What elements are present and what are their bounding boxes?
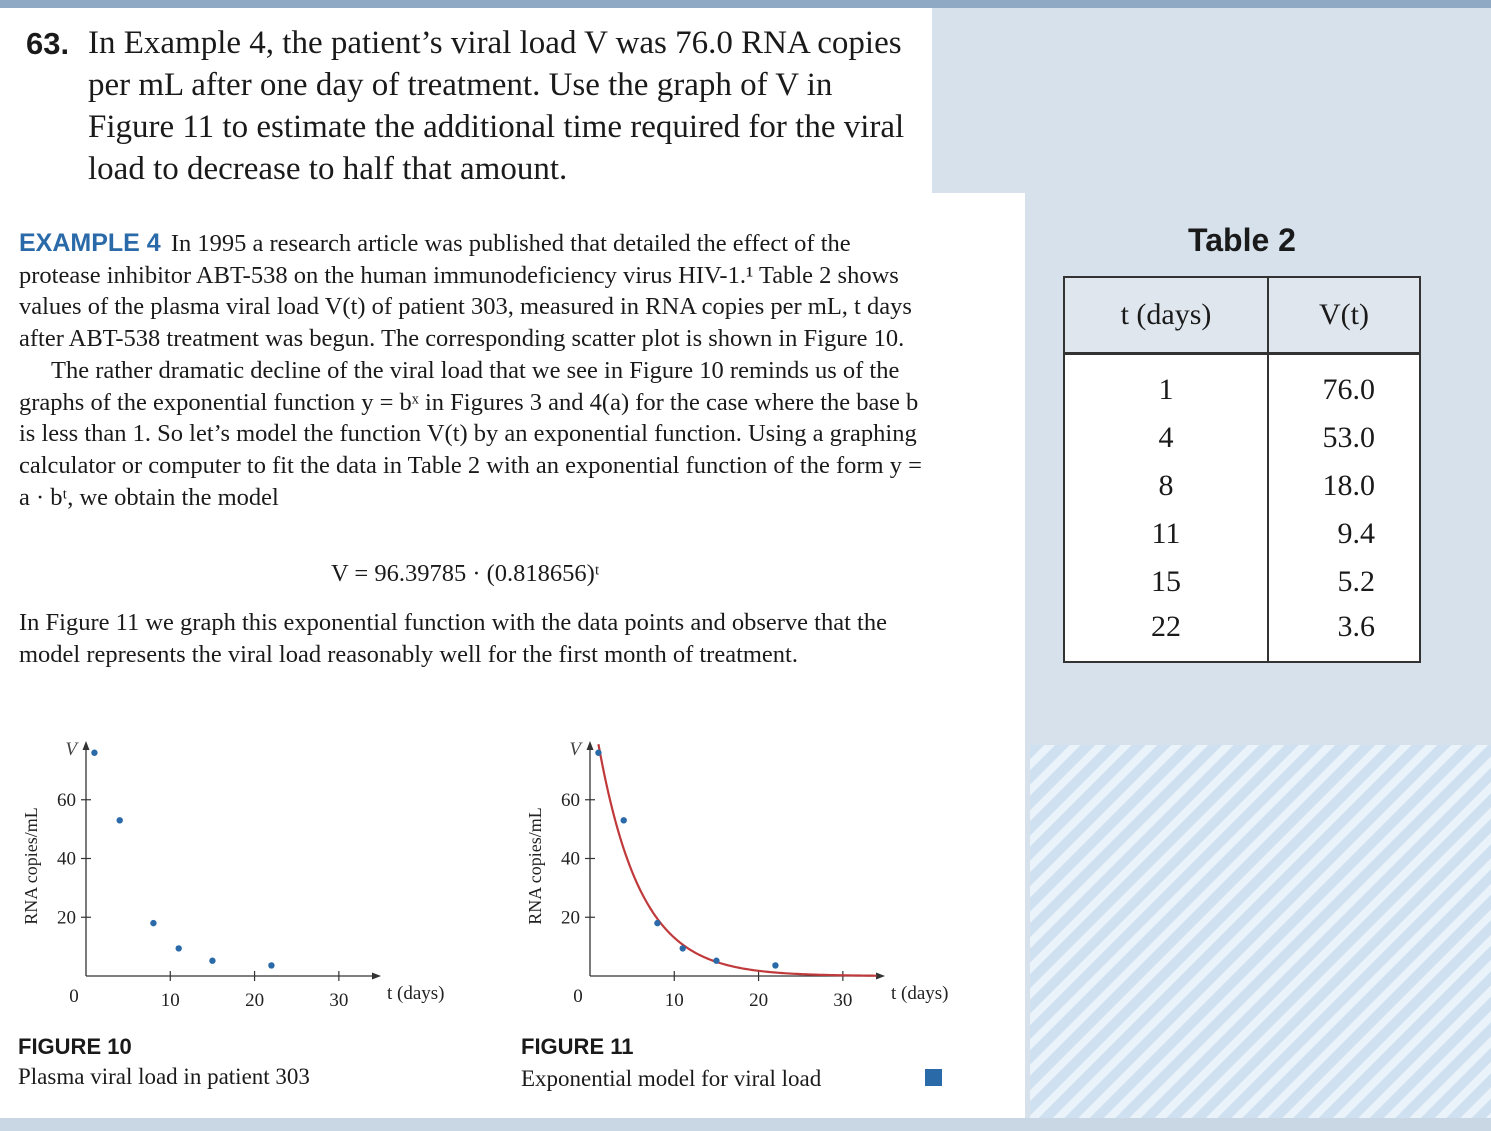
data-point: [713, 958, 719, 964]
problem-text: In Example 4, the patient’s viral load V was 76.0 RNA copies per mL after one day of treatment. Use the graph of V in Figure 11 to estimate the additional time required for the viral load to decrease to half that amount.: [88, 25, 905, 187]
end-of-example-marker: [925, 1069, 942, 1086]
decorative-hatch: [1030, 745, 1491, 1131]
y-tick-label: 40: [57, 848, 76, 870]
figure-10-chart: [0, 735, 470, 1015]
data-point: [595, 750, 601, 756]
data-point: [772, 962, 778, 968]
model-curve: [598, 744, 876, 976]
origin-label: 0: [573, 986, 583, 1007]
table-row: [1064, 354, 1420, 415]
figure-11-chart: [504, 735, 974, 1015]
table-cell-t: 8: [1064, 462, 1268, 510]
problem-number: 63.: [26, 26, 70, 61]
table-cell-v: 18.0: [1268, 462, 1420, 510]
table-cell-t: 22: [1064, 606, 1268, 662]
figure-10-title: FIGURE 10: [18, 1034, 132, 1059]
table-row: [1064, 510, 1420, 558]
x-tick-label: 20: [749, 990, 769, 1011]
y-tick-label: 40: [561, 848, 580, 870]
y-axis-letter: V: [569, 739, 581, 760]
y-tick-label: 20: [561, 907, 580, 929]
data-point: [117, 817, 123, 823]
example-paragraph-2: The rather dramatic decline of the viral load that we see in Figure 10 reminds us of the graphs of the exponential function y = bˣ in Figures 3 and 4(a) for the case where the base b is less than 1. So let’s model the function V(t) by an exponential function. Using a graphing calculator or computer to fit the data in Table 2 with an exponential function of the form y = a · bᵗ, we obtain the model: [19, 356, 922, 511]
example-label: EXAMPLE 4: [19, 229, 161, 257]
model-formula: V = 96.39785 · (0.818656)ᵗ: [331, 560, 600, 587]
x-axis-arrow: [372, 973, 381, 980]
top-stripe: [0, 0, 1491, 8]
y-axis-letter: V: [65, 739, 77, 760]
example-paragraph-1-text: In 1995 a research article was published that detailed the effect of the protease inhibitor ABT-538 on the human immunodeficiency virus HIV-1.¹ Table 2 shows values of the plasma viral load V(t) of patient 303, measured in RNA copies per mL, t days after ABT-538 treatment was begun. The corresponding scatter plot is shown in Figure 10.: [19, 230, 912, 353]
table-cell-t: 15: [1064, 558, 1268, 606]
table-cell-v: 3.6: [1268, 606, 1420, 662]
y-tick-label: 20: [57, 907, 76, 929]
table-row: [1064, 462, 1420, 510]
origin-label: 0: [69, 986, 79, 1007]
table-row: [1064, 414, 1420, 462]
x-tick-label: 30: [833, 990, 853, 1011]
table-cell-v: 53.0: [1268, 414, 1420, 462]
x-tick-label: 10: [664, 990, 684, 1011]
data-point: [150, 920, 156, 926]
data-point: [176, 945, 182, 951]
data-point: [268, 962, 274, 968]
x-axis-label: t (days): [387, 983, 445, 1004]
x-tick-label: 10: [160, 990, 180, 1011]
example-paragraph-3: In Figure 11 we graph this exponential function with the data points and observe that the model represents the viral load reasonably well for the first month of treatment.: [19, 609, 887, 668]
table-row: [1064, 606, 1420, 662]
x-tick-label: 30: [329, 990, 349, 1011]
table-header-t: t (days): [1064, 277, 1268, 354]
bottom-strip: [0, 1118, 1491, 1131]
table-cell-v: 9.4: [1268, 510, 1420, 558]
data-point: [680, 945, 686, 951]
x-tick-label: 20: [245, 990, 265, 1011]
table-cell-t: 1: [1064, 354, 1268, 415]
table-cell-v: 76.0: [1268, 354, 1420, 415]
table-cell-v: 5.2: [1268, 558, 1420, 606]
table-header-row: [1064, 277, 1420, 354]
data-point: [91, 750, 97, 756]
y-tick-label: 60: [57, 789, 76, 811]
data-point: [209, 958, 215, 964]
x-axis-arrow: [876, 973, 885, 980]
example-paragraph-1: [19, 228, 929, 355]
table-row: [1064, 558, 1420, 606]
x-axis-label: t (days): [891, 983, 949, 1004]
y-axis-arrow: [83, 741, 90, 750]
y-axis-label: RNA copies/mL: [21, 807, 41, 925]
problem-panel: [0, 8, 932, 193]
y-axis-label: RNA copies/mL: [525, 807, 545, 925]
y-tick-label: 60: [561, 789, 580, 811]
data-point: [621, 817, 627, 823]
figure-10: [0, 735, 470, 1015]
data-table: [1063, 276, 1421, 663]
table-header-v: V(t): [1268, 277, 1420, 354]
figure-11-caption: Exponential model for viral load: [521, 1066, 822, 1091]
example-block: [19, 228, 929, 513]
y-axis-arrow: [587, 741, 594, 750]
table-title: Table 2: [1188, 222, 1296, 258]
figure-11: [504, 735, 974, 1015]
figure-10-caption: Plasma viral load in patient 303: [18, 1064, 310, 1089]
table-cell-t: 11: [1064, 510, 1268, 558]
data-point: [654, 920, 660, 926]
figure-11-title: FIGURE 11: [521, 1034, 634, 1059]
table-cell-t: 4: [1064, 414, 1268, 462]
